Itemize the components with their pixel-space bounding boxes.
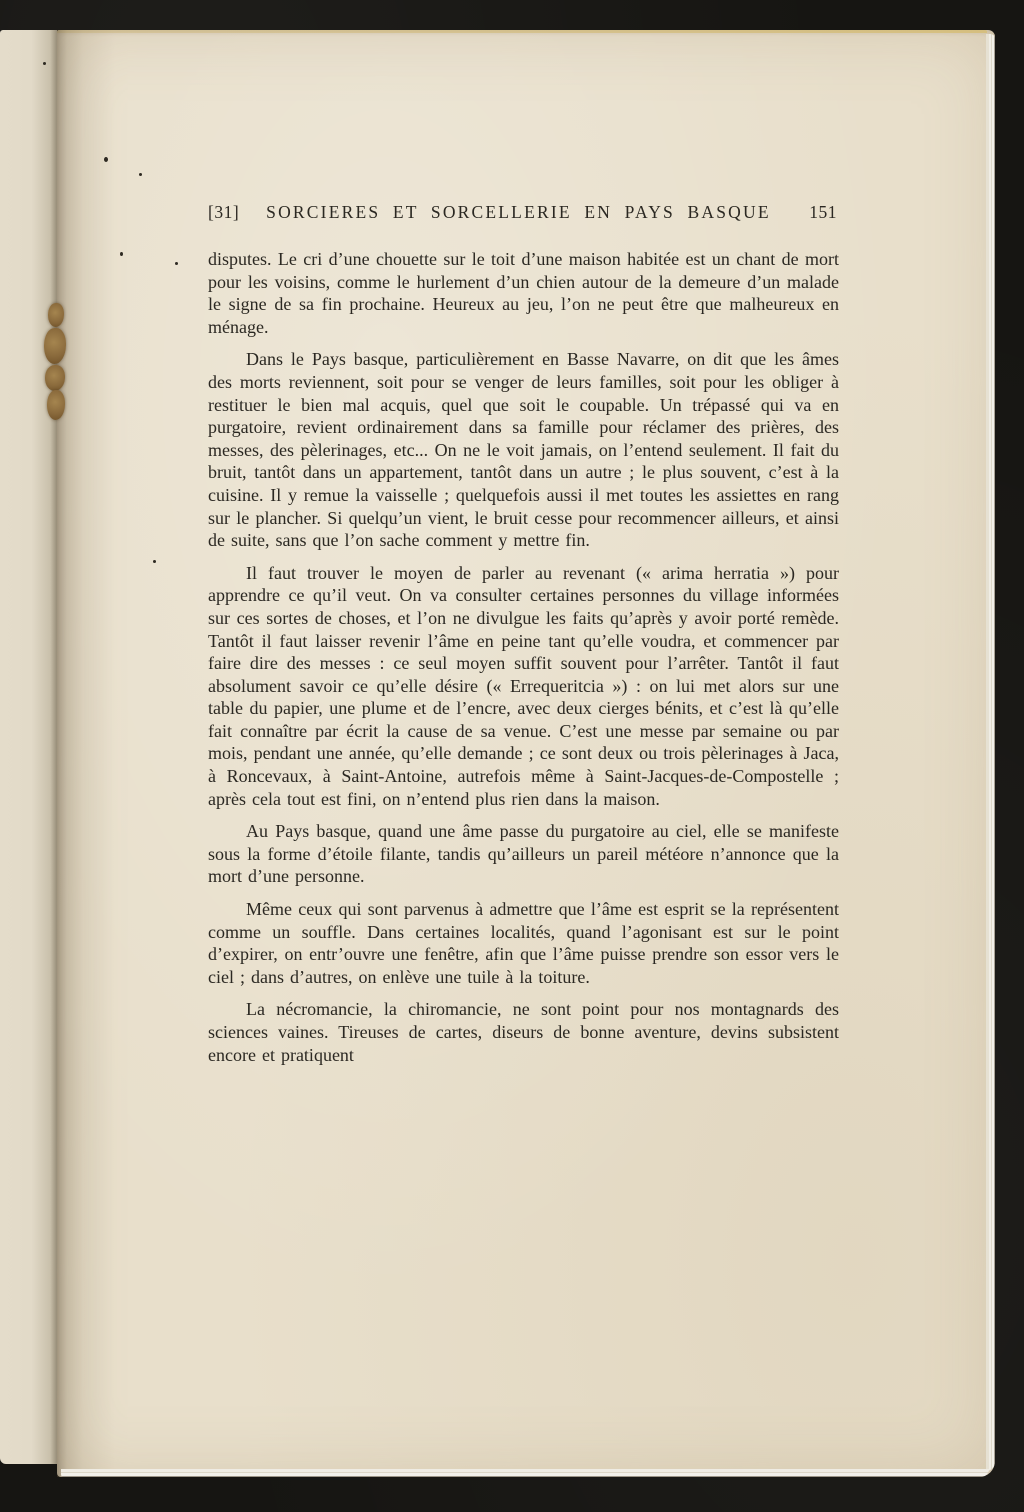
body-text [208, 248, 839, 1066]
paragraph: Même ceux qui sont parvenus à admettre que l’âme est esprit se la représentent comme un souffle. Dans certaines localités, quand l’agonisant est sur le point d’expirer, on entr’ouvre une fenêtre, afin que l’âme puisse prendre son essor vers le ciel ; dans d’autres, on enlève une tuile à la toiture. [208, 899, 839, 987]
paper-speck [104, 157, 108, 162]
page-top-edge [57, 30, 987, 33]
paper-speck [120, 252, 123, 256]
book-page [57, 30, 995, 1477]
running-header [208, 202, 839, 230]
paper-speck [139, 173, 142, 176]
page-edge-stack-bottom [61, 1469, 989, 1477]
paper-speck [153, 560, 156, 563]
header-index-label: [31] [208, 202, 240, 222]
text-column [208, 202, 839, 1076]
header-page-number: 151 [809, 202, 837, 222]
gutter-shadow [57, 30, 117, 1477]
paragraph: disputes. Le cri d’une chouette sur le toit d’une maison habitée est un chant de mort pour les voisins, comme le hurlement d’un chien autour de la demeure d’un malade le signe de sa fin prochaine. Heureux au jeu, l’on ne peut être que malheureux en ménage. [208, 249, 839, 337]
paper-speck [43, 62, 46, 65]
paragraph: La nécromancie, la chiromancie, ne sont point pour nos montagnards des sciences vaines. Tireuses de cartes, diseurs de bonne aventure, devins subsistent encore et pratiquent [208, 999, 839, 1065]
facing-page-sliver [0, 30, 57, 1464]
paper-speck [175, 262, 178, 265]
page-edge-stack-right [986, 34, 995, 1471]
paragraph: Il faut trouver le moyen de parler au revenant (« arima herratia ») pour apprendre ce qu’il veut. On va consulter certaines personnes du village informées sur ces sortes de choses, et l’on ne divulgue les faits qu’après y avoir porté remède. Tantôt il faut laisser revenir l’âme en peine tant qu’elle voudra, et commencer par faire dire des messes : ce seul moyen suffit souvent pour l’arrêter. Tantôt il faut absolument savoir ce qu’elle désire (« Errequeritcia ») : on lui met alors sur une table du papier, une plume et de l’encre, avec deux cierges bénits, et c’est là qu’elle fait connaître par écrit la cause de sa venue. C’est une messe par semaine ou par mois, pendant une année, qu’elle demande ; ce sont deux ou trois pèlerinages à Jaca, à Roncevaux, à Saint-Antoine, autrefois même à Saint-Jacques-de-Compostelle ; après cela tout est fini, on n’entend plus rien dans la maison. [208, 562, 839, 809]
header-title: SORCIERES ET SORCELLERIE EN PAYS BASQUE [266, 202, 771, 222]
paragraph: Au Pays basque, quand une âme passe du purgatoire au ciel, elle se manifeste sous la forme d’étoile filante, tandis qu’ailleurs un pareil météore n’annonce que la mort d’une personne. [208, 821, 839, 887]
paragraph: Dans le Pays basque, particulièrement en Basse Navarre, on dit que les âmes des morts reviennent, soit pour se venger de leurs familles, soit pour les obliger à restituer le bien mal acquis, quel que soit le coupable. Un trépassé qui va en purgatoire, revient ordinairement dans sa famille pour réclamer des prières, des messes, des pèlerinages, etc... On ne le voit jamais, on l’entend seulement. Il fait du bruit, tantôt dans un appartement, tantôt dans un autre ; le plus souvent, c’est à la cuisine. Il y remue la vaisselle ; quelquefois aussi il met toutes les assiettes en rang sur le plancher. Si quelqu’un vient, le bruit cesse pour recommencer ailleurs, et ainsi de suite, sans que l’on sache comment y mettre fin. [208, 349, 839, 551]
